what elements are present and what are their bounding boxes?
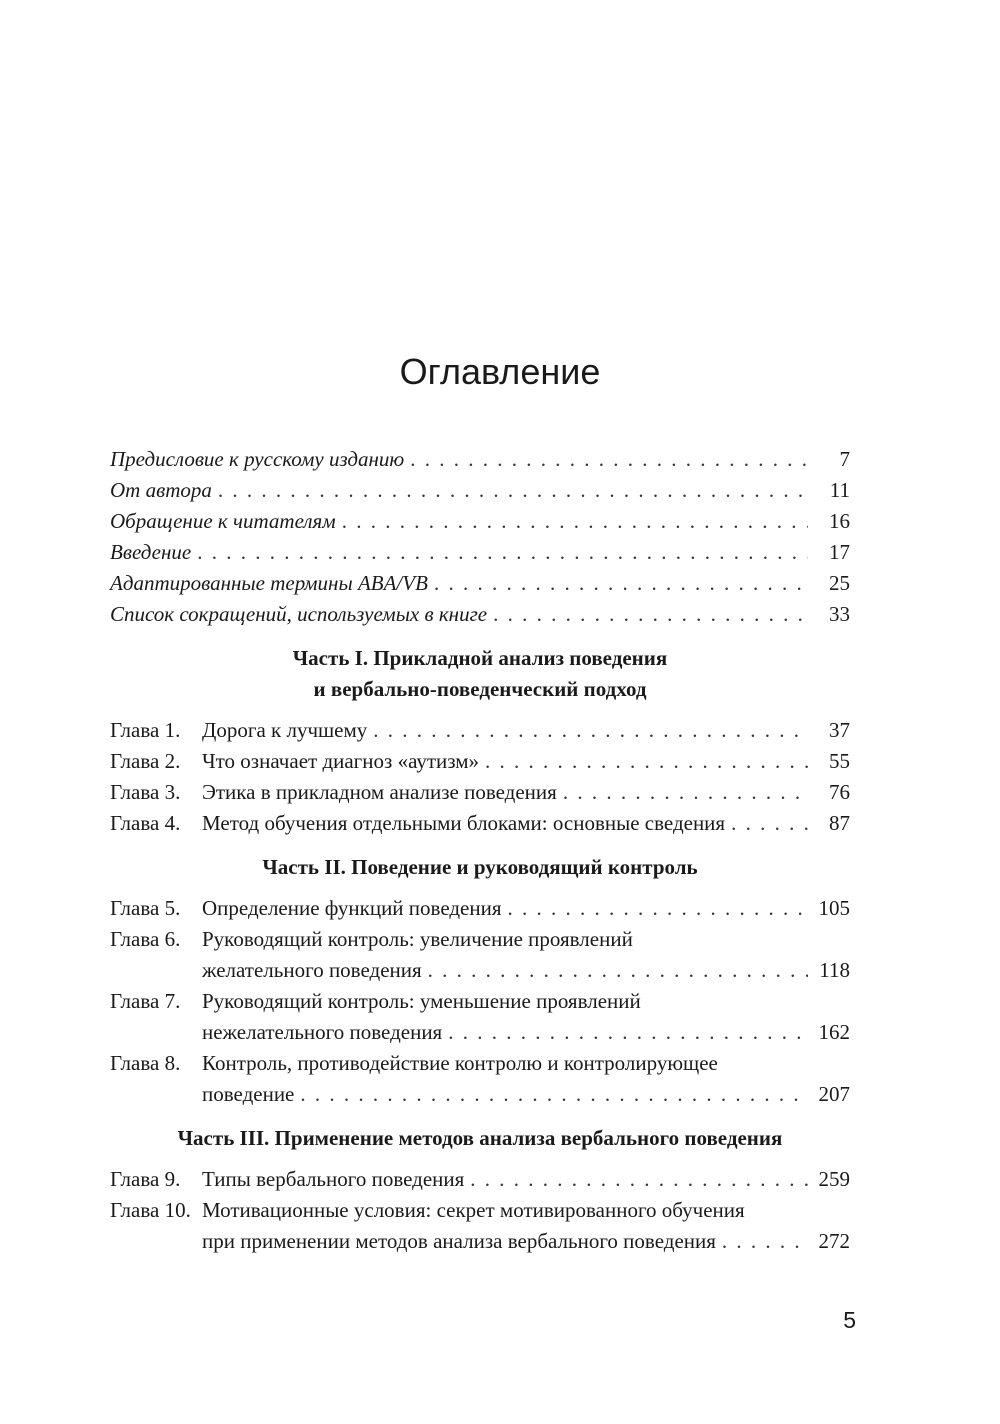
leader-dots <box>722 1226 808 1257</box>
part-3-heading: Часть III. Применение методов анализа вербального поведения <box>177 1126 783 1150</box>
toc-entry-page: 33 <box>829 602 850 626</box>
leader-dots <box>508 893 808 924</box>
chapter-title-continued: нежелательного поведения <box>202 1020 443 1044</box>
part-2-heading: Часть II. Поведение и руководящий контроль <box>262 855 698 879</box>
chapter-page: 272 <box>818 1229 850 1253</box>
chapter-title: Руководящий контроль: увеличение проявлений <box>202 927 633 951</box>
chapter-page: 118 <box>819 958 850 982</box>
toc-entry-title: Список сокращений, используемых в книге <box>110 602 488 626</box>
toc-entry-page: 25 <box>829 571 850 595</box>
chapter-label: Глава 7. <box>110 989 181 1013</box>
chapter-page: 87 <box>829 811 850 835</box>
toc-entry[interactable] <box>110 444 850 475</box>
leader-dots <box>410 444 808 475</box>
chapter-entry[interactable] <box>110 1164 850 1195</box>
chapter-page: 259 <box>818 1167 850 1191</box>
leader-dots <box>493 599 808 630</box>
toc-entry[interactable] <box>110 568 850 599</box>
chapter-page: 55 <box>829 749 850 773</box>
chapter-label: Глава 9. <box>110 1167 181 1191</box>
chapter-title: Типы вербального поведения <box>202 1167 465 1191</box>
chapter-page: 105 <box>818 896 850 920</box>
leader-dots <box>470 1164 808 1195</box>
chapter-label: Глава 3. <box>110 780 181 804</box>
chapter-entry[interactable] <box>110 808 850 839</box>
toc-entry[interactable] <box>110 506 850 537</box>
page-number: 5 <box>843 1307 856 1333</box>
chapter-title: Что означает диагноз «аутизм» <box>202 749 480 773</box>
chapter-label: Глава 8. <box>110 1051 181 1075</box>
chapter-label: Глава 4. <box>110 811 181 835</box>
chapter-entry[interactable] <box>110 986 850 1048</box>
chapter-title: Мотивационные условия: секрет мотивированного обучения <box>202 1198 745 1222</box>
toc-entry-page: 17 <box>829 540 850 564</box>
part-heading-line: Часть I. Прикладной анализ поведения <box>292 646 668 670</box>
chapter-page: 207 <box>818 1082 850 1106</box>
part-heading-line: и вербально-поведенческий подход <box>313 677 647 701</box>
chapter-entry[interactable] <box>110 715 850 746</box>
chapter-label: Глава 2. <box>110 749 181 773</box>
chapter-title: Этика в прикладном анализе поведения <box>202 780 557 804</box>
toc-entry-title: От автора <box>110 478 212 502</box>
leader-dots <box>197 537 808 568</box>
leader-dots <box>485 746 808 777</box>
chapter-page: 37 <box>829 718 850 742</box>
chapter-title: Дорога к лучшему <box>202 718 368 742</box>
page-title: Оглавление <box>399 351 601 392</box>
toc-entry-page: 11 <box>829 478 850 502</box>
toc-entry[interactable] <box>110 475 850 506</box>
toc-entry-title: Обращение к читателям <box>110 509 336 533</box>
chapter-label: Глава 6. <box>110 927 181 951</box>
chapter-entry[interactable] <box>110 893 850 924</box>
table-of-contents <box>110 444 850 1257</box>
chapter-title-continued: желательного поведения <box>202 958 422 982</box>
leader-dots <box>373 715 808 746</box>
chapter-page: 76 <box>829 780 850 804</box>
chapter-title: Метод обучения отдельными блоками: основные сведения <box>202 811 726 835</box>
leader-dots <box>342 506 808 537</box>
chapter-label: Глава 10. <box>110 1198 191 1222</box>
chapter-label: Глава 1. <box>110 718 181 742</box>
leader-dots <box>300 1079 808 1110</box>
chapter-title-continued: поведение <box>202 1082 295 1106</box>
chapter-title: Определение функций поведения <box>202 896 502 920</box>
chapter-entry[interactable] <box>110 1195 850 1257</box>
chapter-label: Глава 5. <box>110 896 181 920</box>
chapter-title-continued: при применении методов анализа вербального поведения <box>202 1229 716 1253</box>
toc-entry-title: Введение <box>110 540 192 564</box>
leader-dots <box>434 568 808 599</box>
toc-entry-page: 16 <box>829 509 850 533</box>
leader-dots <box>218 475 808 506</box>
part-1-heading <box>110 643 850 705</box>
toc-entry-page: 7 <box>839 447 850 471</box>
chapter-entry[interactable] <box>110 777 850 808</box>
toc-entry-title: Предисловие к русскому изданию <box>110 447 405 471</box>
chapter-entry[interactable] <box>110 746 850 777</box>
chapter-entry[interactable] <box>110 924 850 986</box>
toc-entry[interactable] <box>110 599 850 630</box>
leader-dots <box>428 955 808 986</box>
toc-entry[interactable] <box>110 537 850 568</box>
chapter-title: Контроль, противодействие контролю и контролирующее <box>202 1051 718 1075</box>
leader-dots <box>563 777 808 808</box>
chapter-page: 162 <box>818 1020 850 1044</box>
chapter-entry[interactable] <box>110 1048 850 1110</box>
leader-dots <box>731 808 808 839</box>
toc-entry-title: Адаптированные термины ABA/VB <box>110 571 428 595</box>
leader-dots <box>448 1017 808 1048</box>
chapter-title: Руководящий контроль: уменьшение проявлений <box>202 989 641 1013</box>
